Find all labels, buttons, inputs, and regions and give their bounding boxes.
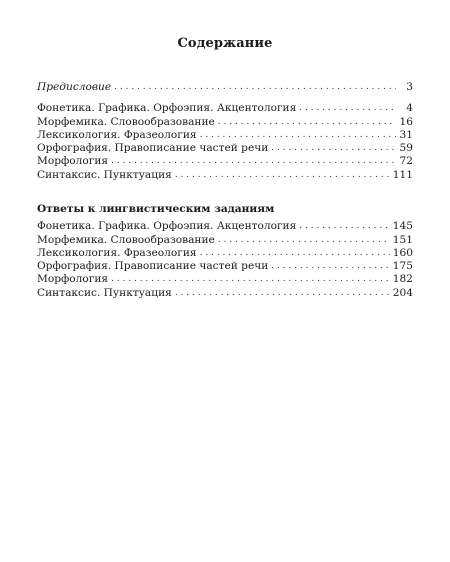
toc-entry[interactable] (37, 169, 413, 182)
answers-contents (37, 203, 413, 300)
toc-entry-label: Синтаксис. Пунктуация (37, 286, 172, 299)
toc-entry-page: 59 (399, 142, 413, 155)
leader-dots (271, 260, 389, 273)
toc-entry-label: Орфография. Правописание частей речи (37, 142, 269, 155)
leader-dots (200, 129, 396, 142)
toc-entry-page: 4 (406, 102, 413, 115)
toc-entry[interactable] (37, 220, 413, 233)
toc-entry-label: Лексикология. Фразеология (37, 128, 197, 141)
toc-entry-page: 31 (399, 128, 413, 141)
toc-entry-label: Фонетика. Графика. Орфоэпия. Акцентология (37, 220, 297, 233)
leader-dots (111, 273, 390, 286)
toc-entry[interactable] (37, 260, 413, 273)
toc-entry[interactable] (37, 287, 413, 300)
toc-entry-label: Морфология (37, 155, 109, 168)
toc-entry[interactable] (37, 234, 413, 247)
toc-entry[interactable] (37, 129, 413, 142)
toc-entry-page: 175 (392, 260, 413, 273)
toc-entry-label: Морфемика. Словообразование (37, 233, 215, 246)
toc-entry-label: Орфография. Правописание частей речи (37, 260, 269, 273)
toc-entry-page: 72 (399, 155, 413, 168)
leader-dots (299, 220, 389, 233)
toc-entry-label: Предисловие (37, 81, 112, 93)
toc-entry[interactable] (37, 273, 413, 286)
toc-entry[interactable] (37, 155, 413, 168)
toc-entry-page: 160 (392, 246, 413, 259)
toc-entry[interactable] (37, 102, 413, 115)
toc-entry-page: 182 (392, 273, 413, 286)
toc-entry[interactable] (37, 81, 413, 94)
toc-entry-page: 151 (392, 233, 413, 246)
answers-heading: Ответы к лингвистическим заданиям (37, 203, 275, 215)
leader-dots (175, 287, 390, 300)
table-of-contents (37, 81, 413, 182)
leader-dots (218, 234, 390, 247)
toc-entry[interactable] (37, 142, 413, 155)
toc-entry-label: Морфемика. Словообразование (37, 115, 215, 128)
leader-dots (200, 247, 390, 260)
toc-entry-page: 145 (392, 220, 413, 233)
toc-entry-page: 111 (392, 168, 413, 181)
toc-entry-page: 16 (399, 115, 413, 128)
toc-entry-label: Синтаксис. Пунктуация (37, 168, 172, 181)
page-title: Содержание (177, 36, 273, 51)
toc-entry-label: Лексикология. Фразеология (37, 246, 197, 259)
toc-entry-page: 204 (392, 286, 413, 299)
leader-dots (299, 102, 396, 115)
toc-entry-label: Фонетика. Графика. Орфоэпия. Акцентология (37, 102, 297, 115)
leader-dots (114, 81, 396, 94)
toc-entry-label: Морфология (37, 273, 109, 286)
toc-entry[interactable] (37, 247, 413, 260)
leader-dots (175, 169, 390, 182)
toc-entry[interactable] (37, 116, 413, 129)
toc-entry-page: 3 (406, 81, 413, 93)
leader-dots (271, 142, 396, 155)
leader-dots (218, 116, 396, 129)
leader-dots (111, 155, 396, 168)
